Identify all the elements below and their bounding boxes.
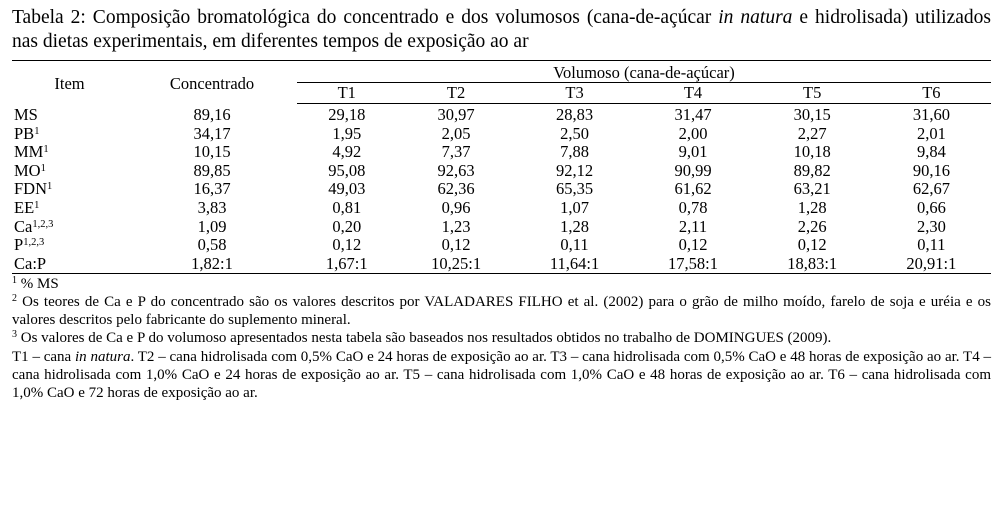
cell-concentrado: 1,09	[197, 216, 227, 236]
cell-treatment: 2,11	[678, 216, 708, 236]
cell-treatment: 0,66	[916, 197, 946, 217]
row-label-text: MS	[14, 104, 38, 124]
row-label-text: MO	[14, 160, 41, 180]
header-treatment: T6	[872, 83, 991, 104]
header-treatment: T4	[633, 83, 752, 104]
cell-treatment: 31,60	[912, 105, 950, 124]
row-label	[12, 125, 127, 144]
cell-treatment: 89,82	[793, 160, 831, 180]
cell-concentrado: 10,15	[193, 142, 231, 162]
cell-treatment: 1,28	[797, 197, 827, 217]
footnote-3	[12, 329, 991, 347]
header-concentrado: Concentrado	[127, 61, 297, 104]
caption-suffix: e hidrolisada) utilizados nas dietas experimentais, em diferentes tempos de exposição ao ar	[12, 7, 991, 52]
row-label-footnote: 1,2,3	[32, 218, 54, 230]
cell-treatment: 0,12	[678, 235, 708, 255]
row-label	[12, 236, 127, 255]
cell-treatment: 0,12	[332, 235, 362, 255]
cell-treatment: 1,28	[560, 216, 589, 236]
cell-concentrado: 34,17	[193, 123, 231, 143]
cell-treatment: 2,27	[797, 123, 827, 143]
cell-treatment: 29,18	[328, 105, 366, 124]
footnote-marker: 1	[12, 275, 17, 287]
cell-treatment: 92,63	[437, 160, 475, 180]
cell-treatment: 31,47	[674, 105, 712, 124]
cell-treatment: 7,37	[441, 142, 471, 162]
row-label-footnote: 1	[47, 181, 53, 193]
cell-treatment: 1,23	[441, 216, 471, 236]
treatment-legend	[12, 348, 991, 402]
table-row	[12, 143, 991, 162]
cell-treatment: 62,36	[437, 179, 475, 199]
table-row	[12, 255, 991, 274]
header-treatment: T1	[297, 83, 397, 104]
cell-concentrado: 16,37	[193, 179, 231, 199]
table-row	[12, 218, 991, 237]
cell-treatment: 2,30	[916, 216, 946, 236]
row-label-text: MM	[14, 142, 44, 162]
legend-italic: in natura	[75, 349, 131, 366]
cell-treatment: 0,96	[441, 197, 471, 217]
row-label	[12, 104, 127, 125]
cell-treatment: 1,95	[332, 123, 362, 143]
row-label	[12, 218, 127, 237]
cell-treatment: 9,01	[678, 142, 708, 162]
cell-treatment: 0,11	[917, 235, 946, 255]
footnote-text: % MS	[17, 276, 59, 293]
footnote-marker: 2	[12, 293, 17, 305]
row-label-footnote: 1	[34, 199, 40, 211]
cell-treatment: 49,03	[328, 179, 366, 199]
cell-treatment: 10,18	[793, 142, 831, 162]
cell-concentrado: 3,83	[197, 197, 227, 217]
cell-concentrado: 0,58	[197, 235, 227, 255]
table-row	[12, 236, 991, 255]
table-row	[12, 104, 991, 125]
cell-treatment: 0,78	[678, 197, 708, 217]
table-row	[12, 180, 991, 199]
row-label-footnote: 1	[40, 162, 46, 174]
footnote-marker: 3	[12, 329, 17, 341]
cell-treatment: 30,15	[793, 105, 831, 124]
cell-treatment: 7,88	[560, 142, 589, 162]
cell-treatment: 1,67:1	[297, 255, 397, 274]
cell-concentrado: 89,85	[193, 160, 231, 180]
caption-italic: in natura	[718, 7, 793, 28]
cell-treatment: 10,25:1	[397, 255, 516, 274]
header-item: Item	[12, 61, 127, 104]
row-label-text: EE	[14, 197, 35, 217]
cell-treatment: 1,07	[560, 197, 589, 217]
row-label	[12, 199, 127, 218]
row-label	[12, 162, 127, 181]
cell-treatment: 9,84	[916, 142, 946, 162]
cell-treatment: 63,21	[793, 179, 831, 199]
cell-treatment: 0,20	[332, 216, 362, 236]
row-label	[12, 143, 127, 162]
header-treatment: T3	[516, 83, 634, 104]
row-label-footnote: 1	[34, 125, 40, 137]
row-label	[12, 255, 127, 274]
cell-treatment: 2,01	[916, 123, 946, 143]
row-label-text: FDN	[14, 179, 48, 199]
cell-treatment: 4,92	[332, 142, 362, 162]
footnote-text: Os valores de Ca e P do volumoso apresentados nesta tabela são baseados nos resultados obtidos no trabalho de DOMINGUES (2009).	[17, 330, 832, 347]
cell-treatment: 65,35	[555, 179, 594, 199]
row-label-text: Ca:P	[14, 253, 47, 273]
composition-table	[12, 60, 991, 274]
cell-treatment: 2,26	[797, 216, 827, 236]
table-caption	[12, 6, 991, 54]
row-label-footnote: 1,2,3	[23, 237, 45, 249]
footnote-1	[12, 275, 991, 293]
table-row	[12, 162, 991, 181]
row-label-footnote: 1	[43, 144, 49, 156]
table-body	[12, 104, 991, 274]
cell-treatment: 20,91:1	[872, 255, 991, 274]
cell-treatment: 2,50	[560, 123, 589, 143]
header-treatment: T5	[753, 83, 872, 104]
header-treatment: T2	[397, 83, 516, 104]
cell-treatment: 2,00	[678, 123, 708, 143]
row-label-text: PB	[14, 123, 35, 143]
cell-treatment: 62,67	[912, 179, 950, 199]
row-label-text: Ca	[14, 216, 33, 236]
cell-treatment: 30,97	[437, 105, 475, 124]
row-label	[12, 180, 127, 199]
cell-treatment: 11,64:1	[516, 255, 634, 274]
cell-treatment: 90,99	[674, 160, 712, 180]
caption-prefix: Tabela 2: Composição bromatológica do concentrado e dos volumosos (cana-de-açúcar	[12, 7, 719, 28]
cell-treatment: 28,83	[555, 105, 594, 124]
cell-treatment: 90,16	[912, 160, 950, 180]
cell-treatment: 61,62	[674, 179, 712, 199]
cell-treatment: 0,11	[560, 235, 589, 255]
table-row	[12, 199, 991, 218]
cell-treatment: 2,05	[441, 123, 471, 143]
cell-treatment: 0,12	[797, 235, 827, 255]
cell-treatment: 17,58:1	[633, 255, 752, 274]
header-volumoso: Volumoso (cana-de-açúcar)	[297, 61, 991, 83]
footnote-text: Os teores de Ca e P do concentrado são os valores descritos por VALADARES FILHO et al. (2002) para o grão de milho moído, farelo de soja e uréia e os valores descritos pelo fabricante do suplemento mineral.	[12, 294, 991, 329]
row-label-text: P	[14, 235, 24, 255]
table-row	[12, 125, 991, 144]
cell-treatment: 95,08	[328, 160, 366, 180]
footnote-2	[12, 293, 991, 329]
cell-treatment: 18,83:1	[753, 255, 872, 274]
cell-concentrado: 1,82:1	[127, 255, 297, 274]
cell-treatment: 92,12	[555, 160, 594, 180]
legend-suffix: . T2 – cana hidrolisada com 0,5% CaO e 24 horas de exposição ao ar. T3 – cana hidrolisada com 0,5% CaO e 48 horas de exposição ao ar. T4 – cana hidrolisada com 1,0% CaO e 24 horas de exposição ao ar. T5 – cana hidrolisada com 1,0% CaO e 48 horas de exposição ao ar. T6 – cana hidrolisada com 1,0% CaO e 72 horas de exposição ao ar.	[12, 349, 991, 402]
table-footnotes	[12, 275, 991, 402]
cell-concentrado: 89,16	[193, 104, 231, 124]
cell-treatment: 0,81	[332, 197, 362, 217]
cell-treatment: 0,12	[441, 235, 471, 255]
legend-prefix: T1 – cana	[12, 349, 76, 366]
